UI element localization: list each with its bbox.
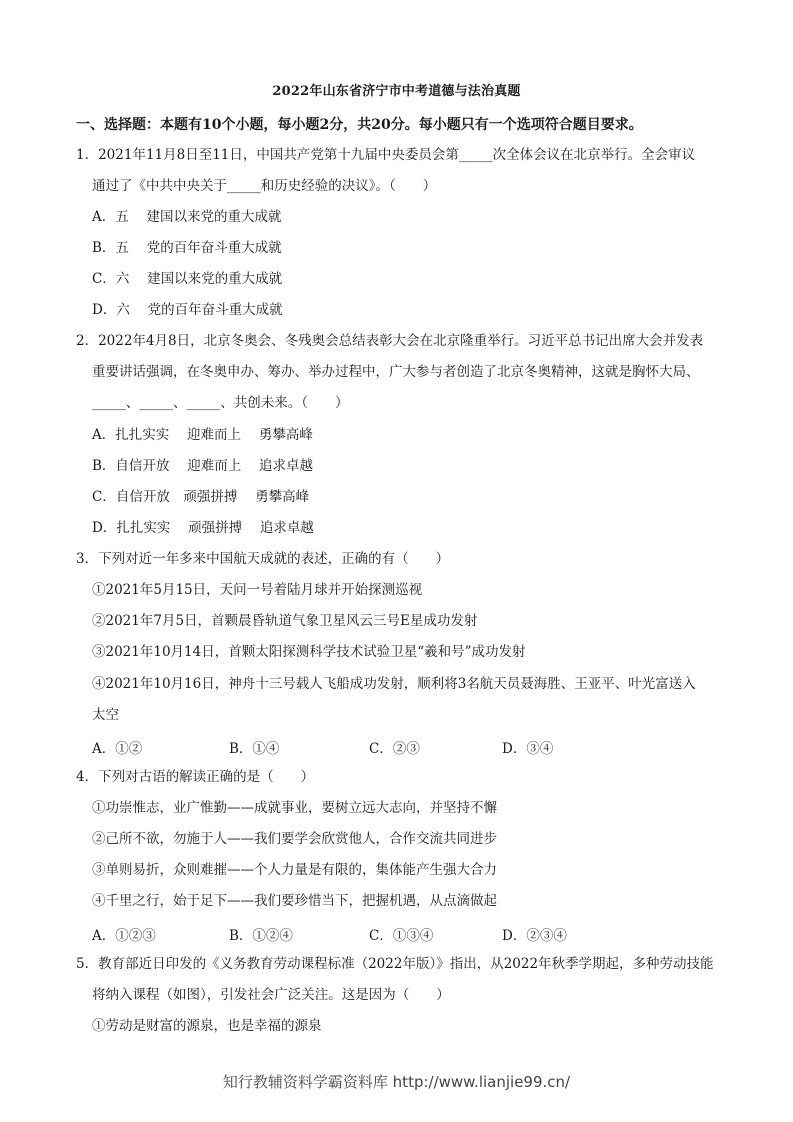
q3-stem: 3．下列对近一年多来中国航天成就的表述，正确的有（ ） (76, 551, 450, 567)
q1-option-c: C．六 建国以来党的重大成就 (92, 271, 283, 287)
q4-option-b: B．①②④ (229, 928, 293, 944)
q1-stem-line2: 通过了《中共中央关于_____和历史经验的决议》。（ ） (92, 178, 437, 194)
q4-statement-2: ②己所不欲，勿施于人——我们要学会欣赏他人，合作交流共同进步 (92, 831, 497, 847)
section-heading: 一、选择题：本题有10个小题，每小题2分，共20分。每小题只有一个选项符合题目要求。 (76, 117, 643, 133)
q3-statement-2: ②2021年7月5日，首颗晨昏轨道气象卫星风云三号E星成功发射 (92, 613, 478, 629)
q1-option-b: B．五 党的百年奋斗重大成就 (92, 240, 282, 256)
q3-option-b: B．①④ (229, 741, 280, 757)
q3-option-d: D．③④ (502, 741, 554, 757)
q2-option-d: D．扎扎实实 顽强拼搏 追求卓越 (92, 520, 314, 536)
footer-watermark: 知行教辅资料学霸资料库 http://www.lianjie99.cn/ (222, 1073, 571, 1091)
q5-statement-1: ①劳动是财富的源泉，也是幸福的源泉 (92, 1018, 322, 1034)
q1-option-d: D．六 党的百年奋斗重大成就 (92, 302, 283, 318)
q2-option-c: C．自信开放 顽强拼搏 勇攀高峰 (92, 489, 310, 505)
q1-stem-line1: 1．2021年11月8日至11日，中国共产党第十九届中央委员会第_____次全体会议在北京举行。全会审议 (76, 147, 696, 163)
q1-option-a: A．五 建国以来党的重大成就 (92, 209, 282, 225)
q4-option-c: C．①③④ (369, 928, 434, 944)
q4-stem: 4．下列对古语的解读正确的是（ ） (76, 769, 315, 785)
q4-statement-4: ④千里之行，始于足下——我们要珍惜当下，把握机遇，从点滴做起 (92, 893, 497, 909)
exam-title: 2022年山东省济宁市中考道德与法治真题 (272, 84, 521, 99)
q3-statement-4-line1: ④2021年10月16日，神舟十三号载人飞船成功发射，顺利将3名航天员聂海胜、王亚平、叶光富送入 (92, 676, 696, 692)
q3-statement-1: ①2021年5月15日，天问一号着陆月球并开始探测巡视 (92, 582, 423, 598)
q2-stem-line2: 重要讲话强调，在冬奥申办、筹办、举办过程中，广大参与者创造了北京冬奥精神，这就是胸怀大局、 (92, 364, 700, 380)
q3-statement-3: ③2021年10月14日，首颗太阳探测科学技术试验卫星“羲和号”成功发射 (92, 644, 526, 660)
q4-statement-1: ①功崇惟志，业广惟勤——成就事业，要树立远大志向，并坚持不懈 (92, 800, 497, 816)
q2-option-b: B．自信开放 迎难而上 追求卓越 (92, 458, 314, 474)
q4-statement-3: ③单则易折，众则难摧——个人力量是有限的，集体能产生强大合力 (92, 862, 497, 878)
q3-option-a: A．①② (92, 741, 143, 757)
q3-statement-4-line2: 太空 (92, 707, 119, 723)
q5-stem-line2: 将纳入课程（如图），引发社会广泛关注。这是因为（ ） (92, 987, 450, 1003)
q2-option-a: A．扎扎实实 迎难而上 勇攀高峰 (92, 427, 313, 443)
q4-option-d: D．②③④ (502, 928, 567, 944)
q3-option-c: C．②③ (369, 741, 420, 757)
q5-stem-line1: 5．教育部近日印发的《义务教育劳动课程标准（2022年版）》指出，从2022年秋季学期起，多种劳动技能 (76, 956, 714, 972)
q2-stem-line3: _____、_____、_____、共创未来。（ ） (92, 395, 349, 411)
q4-option-a: A．①②③ (92, 928, 156, 944)
q2-stem-line1: 2．2022年4月8日，北京冬奥会、冬残奥会总结表彰大会在北京隆重举行。习近平总书记出席大会并发表 (76, 333, 704, 349)
